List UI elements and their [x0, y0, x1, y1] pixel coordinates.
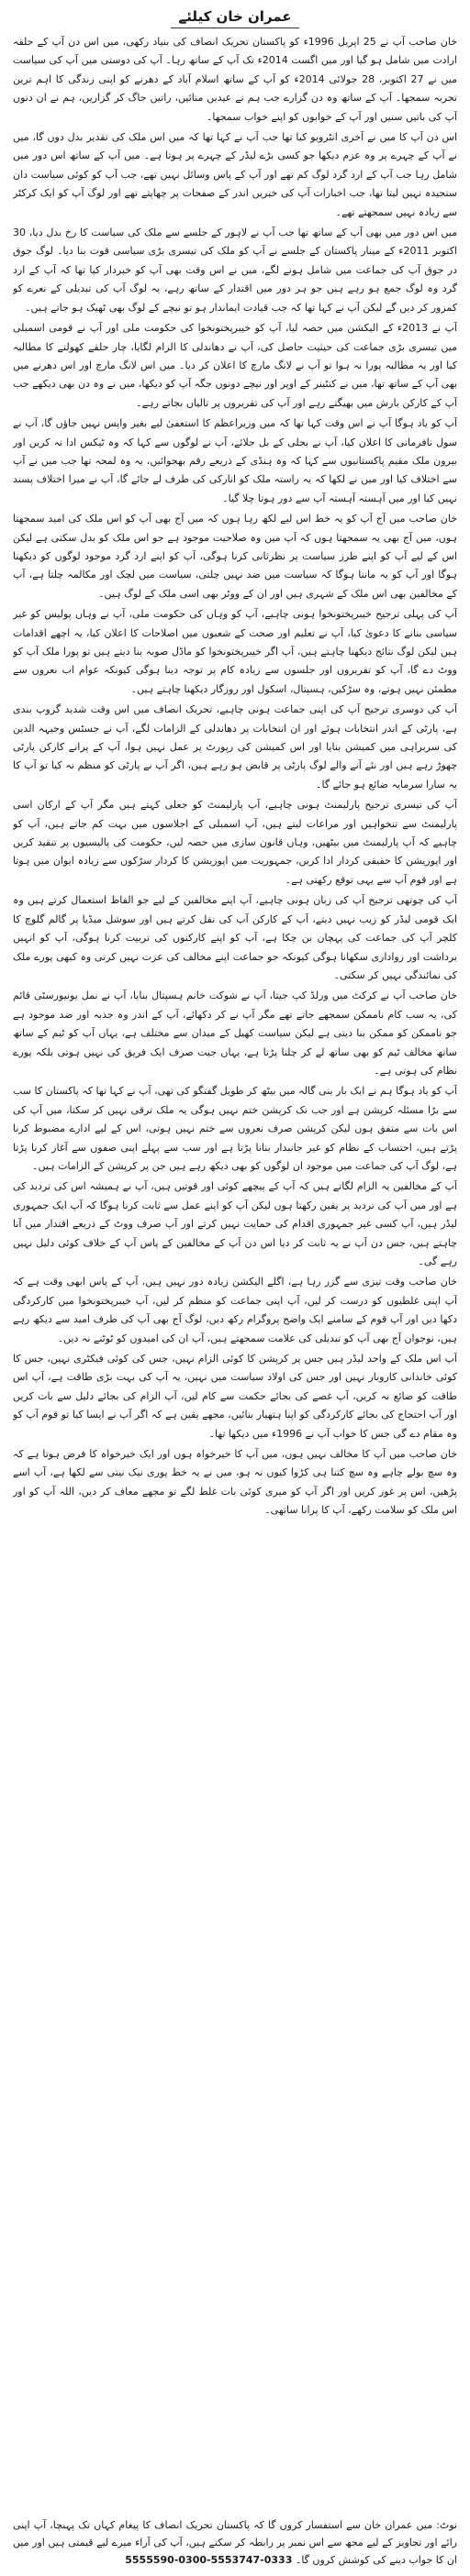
paragraph: آپ کے مخالفین یہ الزام لگاتے ہیں کہ آپ کے پیچھے کوئی اور قوتیں ہیں، آپ نے ہمیشہ اس کی تردید کی ہے اور میں آپ کی تردید پر یقین رکھتا ہوں لیکن آپ کو اپنے عمل سے ثابت کرنا ہوگا کہ آپ ایک جمہوری لیڈر ہیں، آپ کسی غیر جمہوری اقدام کی حمایت نہیں کرتے اور آپ صرف ووٹ کے ذریعے اقتدار میں آنا چاہتے ہیں، جس دن آپ نے یہ ثابت کر دیا اس دن آپ کے مخالفین کے پاس آپ کے خلاف کوئی دلیل نہیں رہے گی۔	[13, 1180, 457, 1267]
article-headline	[13, 6, 457, 28]
paragraph: آپ کی دوسری ترجیح آپ کی اپنی جماعت ہونی چاہیے، تحریک انصاف میں اس وقت شدید گروپ بندی ہے، پارٹی کے اندر انتخابات ہوئے اور ان انتخابات پر دھاندلی کے الزامات لگے، آپ نے جسٹس وجیہہ الدین کی سربراہی میں کمیشن بنایا اور اس کمیشن کی رپورٹ پر عمل نہیں ہوا، آپ کے پرانے کارکن پارٹی چھوڑ رہے ہیں اور نئے آنے والے لوگ پارٹی پر قابض ہو رہے ہیں، اگر آپ نے پارٹی کو منظم نہ کیا تو آپ کا یہ سارا سرمایہ ضائع ہو جائے گا۔	[13, 703, 457, 790]
contact-numbers: 0333-5553747-0300-5555590	[125, 2554, 293, 2566]
paragraph: آپ کی پہلی ترجیح خیبرپختونخوا ہونی چاہیے، آپ کو وہاں کی حکومت ملی، آپ نے وہاں پولیس کو غیر سیاسی بنانے کا دعویٰ کیا، آپ نے تعلیم اور صحت کے شعبوں میں اصلاحات کا اعلان کیا، یہ اچھے اقدامات ہیں لیکن لوگ نتائج دیکھنا چاہتے ہیں، آپ اگر خیبرپختونخوا کو ماڈل صوبہ بنا دیتے ہیں تو پورا ملک آپ کو ووٹ دے گا، آپ کو تقریروں اور جلسوں سے زیادہ کام پر توجہ دینا ہوگی کیونکہ عوام اب نعروں سے مطمئن نہیں ہوتے، وہ سڑکیں، ہسپتال، اسکول اور روزگار دیکھنا چاہتے ہیں۔	[13, 608, 457, 695]
paragraph: آپ کو یاد ہوگا آپ نے اس وقت کہا تھا کہ میں وزیراعظم کا استعفیٰ لیے بغیر واپس نہیں جاؤں گا، آپ نے سول نافرمانی کا اعلان کیا، آپ نے بجلی کے بل جلائے، آپ نے لوگوں سے کہا کہ وہ ٹیکس ادا نہ کریں اور بیرون ملک مقیم پاکستانیوں سے کہا کہ وہ ہنڈی کے ذریعے رقم بھجوائیں، یہ وہ لمحہ تھا جب میں نے آپ سے اختلاف کیا اور میں نے لکھا کہ یہ راستہ ملک کو انارکی کی طرف لے جائے گا، آپ نے میرا اختلاف پسند نہیں کیا اور میں آہستہ آہستہ آپ سے دور ہوتا چلا گیا۔	[13, 417, 457, 504]
paragraph: خان صاحب وقت تیزی سے گزر رہا ہے، اگلے الیکشن زیادہ دور نہیں ہیں، آپ کے پاس ابھی وقت ہے کہ آپ اپنی غلطیوں کو درست کر لیں، آپ اپنی جماعت کو منظم کر لیں، آپ خیبرپختونخوا میں کارکردگی دکھا دیں اور آپ قوم کے سامنے ایک واضح پروگرام رکھ دیں، لوگ آج بھی آپ کی طرف امید سے دیکھ رہے ہیں، نوجوان آج بھی آپ کو تبدیلی کی علامت سمجھتے ہیں، آپ ان کی امیدوں کو ٹوٹنے نہ دیں۔	[13, 1276, 457, 1344]
paragraph: خان صاحب میں آج آپ کو یہ خط اس لیے لکھ رہا ہوں کہ میں آج بھی آپ کو اس ملک کی امید سمجھتا ہوں، میں آج بھی یہ سمجھتا ہوں کہ آپ میں وہ صلاحیت موجود ہے جو اس ملک کو بدل سکتی ہے لیکن اس کے لیے آپ کو اپنے طرز سیاست پر نظرثانی کرنا ہوگی، آپ کو اپنے ارد گرد موجود لوگوں کو دیکھنا ہوگا اور آپ کو یہ ماننا ہوگا کہ سیاست میں ضد نہیں چلتی، سیاست میں لچک اور مکالمہ چلتا ہے، آپ کے مخالفین بھی اس ملک کے شہری ہیں اور ان کے ووٹر بھی اسی ملک کے لوگ ہیں۔	[13, 513, 457, 600]
paragraph: آپ کی تیسری ترجیح پارلیمنٹ ہونی چاہیے، آپ پارلیمنٹ کو جعلی کہتے ہیں مگر آپ کے ارکان اسی پارلیمنٹ سے تنخواہیں اور مراعات لیتے ہیں، آپ اسمبلی کے اجلاسوں میں بہت کم جاتے ہیں، آپ کو چاہیے کہ آپ پارلیمنٹ میں بیٹھیں، وہاں قانون سازی میں حصہ لیں، حکومت کی پالیسیوں پر تنقید کریں اور اپوزیشن کا حقیقی کردار ادا کریں، جمہوریت میں اپوزیشن کا کردار سڑکوں سے زیادہ ایوان میں ہوتا ہے اور قوم آپ سے یہی توقع رکھتی ہے۔	[13, 799, 457, 886]
paragraph: آپ نے 2013ء کے الیکشن میں حصہ لیا، آپ کو خیبرپختونخوا کی حکومت ملی اور آپ نے قومی اسمبلی میں تیسری بڑی جماعت کی حیثیت حاصل کی، آپ نے دھاندلی کا الزام لگایا، چار حلقے کھولنے کا مطالبہ کیا اور یہ مطالبہ پورا نہ ہوا تو آپ نے لانگ مارچ کا اعلان کر دیا۔ میں اس لانگ مارچ اور اس دھرنے میں بھی آپ کے ساتھ تھا، میں نے کنٹینر کے اوپر اور نیچے دونوں جگہ آپ کو دیکھا، میں نے وہ دن بھی دیکھے جب آپ کے کارکن بارش میں بھیگتے رہے اور آپ کی تقریروں پر تالیاں بجاتے رہے۔	[13, 322, 457, 409]
paragraph: خان صاحب میں آپ کا مخالف نہیں ہوں، میں آپ کا خیرخواہ ہوں اور ایک خیرخواہ کا فرض ہوتا ہے کہ وہ سچ بولے چاہے وہ سچ کتنا ہی کڑوا کیوں نہ ہو، میں نے یہ خط پوری نیک نیتی سے لکھا ہے، آپ اسے پڑھیں، اس پر غور کریں اور اگر آپ کو میری کوئی بات غلط لگے تو مجھے معاف کر دیں، اللہ آپ کو اور اس ملک کو سلامت رکھے، آپ کا پرانا ساتھی۔	[13, 1448, 457, 1517]
paragraph: آپ اس ملک کے واحد لیڈر ہیں جس پر کرپشن کا کوئی الزام نہیں، جس کی کوئی فیکٹری نہیں، جس کا کوئی خاندانی کاروبار نہیں اور جس کی اولاد سیاست میں نہیں، یہ آپ کی بہت بڑی طاقت ہے، آپ اس طاقت کو ضائع نہ کریں، آپ غصے کی بجائے حکمت سے کام لیں، آپ الزام کی بجائے دلیل سے بات کریں اور آپ احتجاج کی بجائے کارکردگی کو اپنا ہتھیار بنائیں، مجھے یقین ہے کہ اگر آپ نے ایسا کیا تو قوم آپ کو وہ مقام دے گی جس کا خواب آپ نے 1996ء میں دیکھا تھا۔	[13, 1353, 457, 1440]
paragraph: خان صاحب آپ نے 25 اپریل 1996ء کو پاکستان تحریک انصاف کی بنیاد رکھی، میں اس دن آپ کے حلقہ ارادت میں شامل ہو گیا اور میں اگست 2014ء تک آپ کے ساتھ رہا۔ آپ کی دوستی میں آپ کی سیاست میں نے 27 اکتوبر، 28 جولائی 2014ء کو آپ کے ساتھ اسلام آباد کے دھرنے کو اپنی زندگی کا اہم ترین تجربہ سمجھا۔ آپ کے ساتھ وہ دن گزارے جب ہم نے عیدیں منائیں، راتیں جاگ کر گزاریں، ہم نے ان دنوں آپ کی باتیں سنیں اور آپ کے خوابوں کو اپنے خواب سمجھا۔	[13, 36, 457, 123]
paragraph: اس دن آپ کا میں نے آخری انٹرویو کیا تھا جب آپ نے کہا تھا کہ میں اس ملک کی تقدیر بدل دوں گا، میں نے آپ کے چہرے پر وہ عزم دیکھا جو کسی بڑے لیڈر کے چہرے پر ہوتا ہے۔ میں آپ کے ساتھ اس دور میں شامل رہا جب آپ کے ارد گرد لوگ کم تھے اور آپ کے پاس وسائل نہیں تھے، جب آپ کو کوئی سیاست دان سنجیدہ نہیں لیتا تھا، جب اخبارات آپ کی خبریں اندر کے صفحات پر چھاپتے تھے اور لوگ آپ کو ایک کرکٹر سے زیادہ نہیں سمجھتے تھے۔	[13, 131, 457, 218]
paragraph: میں اس دور میں بھی آپ کے ساتھ تھا جب آپ نے لاہور کے جلسے سے ملک کی سیاست کا رخ بدل دیا، 30 اکتوبر 2011ء کے مینار پاکستان کے جلسے نے آپ کو ملک کی تیسری بڑی سیاسی قوت بنا دیا۔ لوگ جوق در جوق آپ کی جماعت میں شامل ہونے لگے، میں نے اس وقت بھی آپ کو خبردار کیا تھا کہ آپ کے ارد گرد وہ لوگ جمع ہو رہے ہیں جو ہر دور میں اقتدار کے ساتھ رہے، یہ لوگ آپ کی تبدیلی کے نعرے کو کمزور کر دیں گے لیکن آپ نے کہا تھا کہ جب قیادت ایماندار ہو تو نیچے کے لوگ بھی ٹھیک ہو جاتے ہیں۔	[13, 227, 457, 314]
headline-text: عمران خان کیلئے	[171, 6, 298, 28]
paragraph: خان صاحب آپ نے کرکٹ میں ورلڈ کپ جیتا، آپ نے شوکت خانم ہسپتال بنایا، آپ نے نمل یونیورسٹی قائم کی، یہ سب کام ناممکن سمجھے جاتے تھے مگر آپ نے کر دکھائے، آپ کے اندر وہ جذبہ اور ضد موجود ہے جو ناممکن کو ممکن بنا دیتی ہے لیکن سیاست کھیل کے میدان سے مختلف ہے، یہاں آپ کو ٹیم کے ساتھ ساتھ مخالف ٹیم کو بھی ساتھ لے کر چلنا پڑتا ہے، یہاں جیت صرف ایک فریق کی نہیں ہوتی بلکہ پورے نظام کی ہوتی ہے۔	[13, 989, 457, 1077]
footer-note-text: نوٹ: میں عمران خان سے استفسار کروں گا کہ پاکستان تحریک انصاف کا پیغام کہاں تک پہنچا، آپ اپنی رائے اور تجاویز کے لیے مجھ سے اس نمبر پر رابطہ کر سکتے ہیں، آپ کی آراء میرے لیے قیمتی ہیں اور میں ان کا جواب دینے کی کوشش کروں گا۔	[13, 2519, 457, 2566]
article-footer-note	[13, 2516, 457, 2569]
article-body	[13, 33, 457, 2500]
paragraph: آپ کی چوتھی ترجیح آپ کی زبان ہونی چاہیے، آپ اپنے مخالفین کے لیے جو الفاظ استعمال کرتے ہیں وہ ایک قومی لیڈر کو زیب نہیں دیتے، آپ کے کارکن آپ کی نقل کرتے ہیں اور سوشل میڈیا پر گالم گلوچ کا کلچر آپ کی جماعت کی پہچان بن چکا ہے، آپ کو اپنے کارکنوں کی تربیت کرنا ہوگی، آپ کو انہیں برداشت اور رواداری سکھانا ہوگی کیونکہ جو جماعت اپنے مخالف کی عزت نہیں کرتی وہ کبھی پورے ملک کی نمائندگی نہیں کر سکتی۔	[13, 894, 457, 981]
paragraph: آپ کو یاد ہوگا ہم نے ایک بار بنی گالہ میں بیٹھ کر طویل گفتگو کی تھی، آپ نے کہا تھا کہ پاکستان کا سب سے بڑا مسئلہ کرپشن ہے اور جب تک کرپشن ختم نہیں ہوگی یہ ملک ترقی نہیں کر سکتا، میں آپ کی اس بات سے متفق ہوں لیکن کرپشن صرف نعروں سے ختم نہیں ہوتی، اس کے لیے ادارے مضبوط کرنا پڑتے ہیں، احتساب کے نظام کو غیر جانبدار بنانا پڑتا ہے اور سب سے پہلے اپنی صفوں سے آغاز کرنا پڑتا ہے، لوگ آپ کی جماعت میں موجود ان لوگوں کو بھی دیکھ رہے ہیں جن پر کرپشن کے الزامات ہیں۔	[13, 1085, 457, 1172]
